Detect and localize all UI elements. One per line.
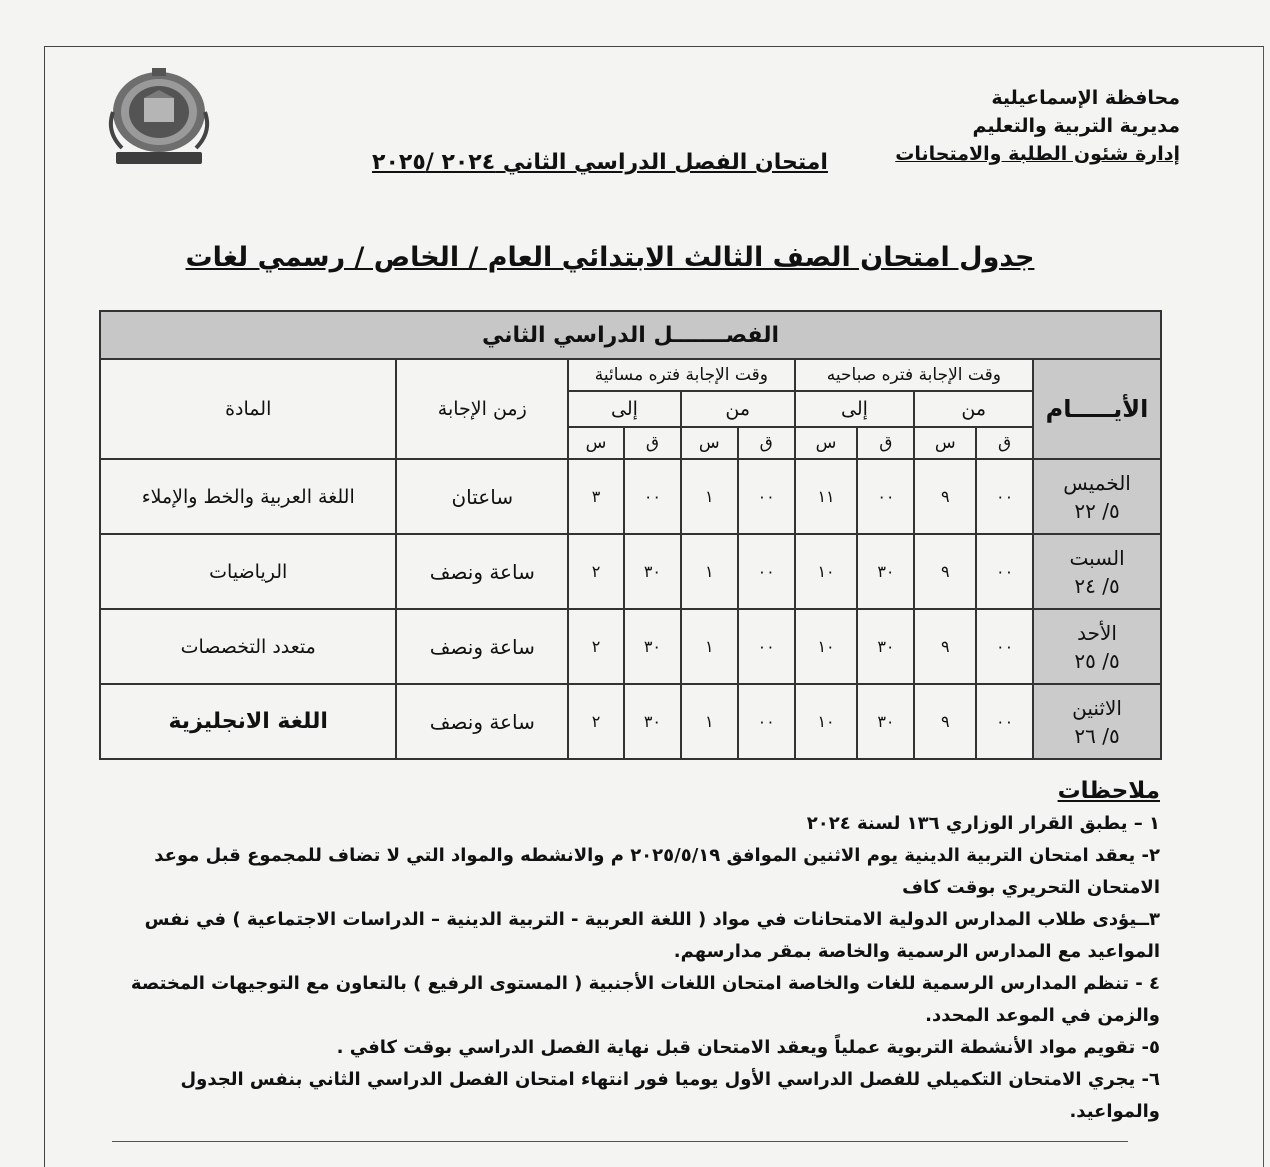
morning-to-hour: ١١ — [795, 459, 858, 534]
morning-period-header: وقت الإجابة فتره صباحيه — [795, 359, 1033, 391]
exam-title: امتحان الفصل الدراسي الثاني ٢٠٢٤ /٢٠٢٥ — [372, 150, 828, 175]
letterhead — [860, 84, 1180, 168]
duration-cell: ساعتان — [396, 459, 568, 534]
subject-cell: الرياضيات — [100, 534, 396, 609]
evening-to-header: إلى — [568, 391, 681, 427]
evening-to-minute: ٣٠ — [624, 609, 681, 684]
evening-to-hour: ٣ — [568, 459, 624, 534]
day-date: ٥/ ٢٥ — [1074, 648, 1120, 673]
evening-to-hour: ٢ — [568, 534, 624, 609]
department-name: إدارة شئون الطلبة والامتحانات — [895, 143, 1180, 165]
day-name: الخميس — [1063, 470, 1131, 495]
evening-from-hour: ١ — [681, 684, 738, 759]
evening-from-hour: ١ — [681, 459, 738, 534]
evening-from-hour: ١ — [681, 534, 738, 609]
governorate-name: محافظة الإسماعيلية — [991, 87, 1180, 109]
evening-period-header: وقت الإجابة فتره مسائية — [568, 359, 795, 391]
subject-cell: متعدد التخصصات — [100, 609, 396, 684]
morning-to-hour: ١٠ — [795, 684, 858, 759]
note-item: ٣ــيؤدى طلاب المدارس الدولية الامتحانات في مواد ( اللغة العربية - التربية الدينية – الدراسات الاجتماعية ) في نفس المواعيد مع المدارس الرسمية والخاصة بمقر مدارسهم. — [144, 909, 1160, 962]
day-date: ٥/ ٢٢ — [1074, 498, 1120, 523]
subject-header: المادة — [100, 359, 396, 459]
morning-to-minute: ٣٠ — [857, 534, 914, 609]
table-row — [100, 459, 1161, 534]
morning-from-minute: ٠٠ — [976, 459, 1033, 534]
minute-header: ق — [738, 427, 795, 459]
subject-cell: اللغة العربية والخط والإملاء — [100, 459, 396, 534]
evening-to-minute: ٠٠ — [624, 459, 681, 534]
table-row — [100, 684, 1161, 759]
table-row — [100, 534, 1161, 609]
morning-to-header: إلى — [795, 391, 915, 427]
day-date: ٥/ ٢٤ — [1074, 573, 1120, 598]
evening-to-minute: ٣٠ — [624, 534, 681, 609]
morning-to-minute: ٣٠ — [857, 609, 914, 684]
minute-header: ق — [624, 427, 681, 459]
morning-to-minute: ٣٠ — [857, 684, 914, 759]
day-date: ٥/ ٢٦ — [1074, 723, 1120, 748]
note-item: ٥- تقويم مواد الأنشطة التربوية عملياً ويعقد الامتحان قبل نهاية الفصل الدراسي بوقت كافي . — [336, 1037, 1160, 1058]
duration-header: زمن الإجابة — [396, 359, 568, 459]
ministry-seal-logo — [100, 62, 218, 170]
directorate-name: مديرية التربية والتعليم — [972, 115, 1180, 137]
evening-from-hour: ١ — [681, 609, 738, 684]
note-item: ٤ - تنظم المدارس الرسمية للغات والخاصة امتحان اللغات الأجنبية ( المستوى الرفيع ) بالتعاون مع التوجيهات المختصة والزمن في الموعد المحدد. — [130, 973, 1160, 1026]
evening-to-hour: ٢ — [568, 684, 624, 759]
morning-from-minute: ٠٠ — [976, 609, 1033, 684]
note-item: ٢- يعقد امتحان التربية الدينية يوم الاثنين الموافق ٢٠٢٥/٥/١٩ م والانشطه والمواد التي لا تضاف للمجموع قبل موعد الامتحان التحريري بوقت كاف — [154, 845, 1160, 898]
morning-from-minute: ٠٠ — [976, 684, 1033, 759]
morning-to-hour: ١٠ — [795, 534, 858, 609]
duration-cell: ساعة ونصف — [396, 534, 568, 609]
morning-from-hour: ٩ — [914, 684, 976, 759]
day-cell — [1033, 534, 1161, 609]
duration-cell: ساعة ونصف — [396, 609, 568, 684]
evening-to-hour: ٢ — [568, 609, 624, 684]
table-row — [100, 609, 1161, 684]
hour-header: س — [914, 427, 976, 459]
hour-header: س — [795, 427, 858, 459]
day-name: السبت — [1069, 545, 1125, 570]
morning-to-hour: ١٠ — [795, 609, 858, 684]
evening-from-minute: ٠٠ — [738, 684, 795, 759]
hour-header: س — [681, 427, 738, 459]
morning-from-header: من — [914, 391, 1033, 427]
morning-from-minute: ٠٠ — [976, 534, 1033, 609]
evening-from-header: من — [681, 391, 795, 427]
note-item: ١ – يطبق القرار الوزاري ١٣٦ لسنة ٢٠٢٤ — [806, 813, 1160, 834]
semester-band: الفصـــــــل الدراسي الثاني — [100, 311, 1161, 359]
morning-from-hour: ٩ — [914, 534, 976, 609]
day-name: الأحد — [1077, 620, 1117, 645]
evening-from-minute: ٠٠ — [738, 459, 795, 534]
morning-to-minute: ٠٠ — [857, 459, 914, 534]
notes-heading: ملاحظات — [1057, 778, 1160, 804]
note-item: ٦- يجري الامتحان التكميلي للفصل الدراسي الأول يوميا فور انتهاء امتحان الفصل الدراسي الثاني بنفس الجدول والمواعيد. — [180, 1069, 1160, 1122]
day-cell — [1033, 609, 1161, 684]
bottom-divider — [112, 1141, 1128, 1142]
evening-from-minute: ٠٠ — [738, 609, 795, 684]
day-cell — [1033, 459, 1161, 534]
evening-from-minute: ٠٠ — [738, 534, 795, 609]
days-header: الأيـــــام — [1033, 359, 1161, 459]
morning-from-hour: ٩ — [914, 609, 976, 684]
subject-cell: اللغة الانجليزية — [100, 684, 396, 759]
notes-section — [110, 778, 1160, 1128]
minute-header: ق — [857, 427, 914, 459]
minute-header: ق — [976, 427, 1033, 459]
day-cell — [1033, 684, 1161, 759]
duration-cell: ساعة ونصف — [396, 684, 568, 759]
evening-to-minute: ٣٠ — [624, 684, 681, 759]
exam-schedule-table — [99, 310, 1162, 760]
morning-from-hour: ٩ — [914, 459, 976, 534]
schedule-title: جدول امتحان الصف الثالث الابتدائي العام / الخاص / رسمي لغات — [185, 242, 1035, 273]
day-name: الاثنين — [1072, 695, 1122, 720]
hour-header: س — [568, 427, 624, 459]
